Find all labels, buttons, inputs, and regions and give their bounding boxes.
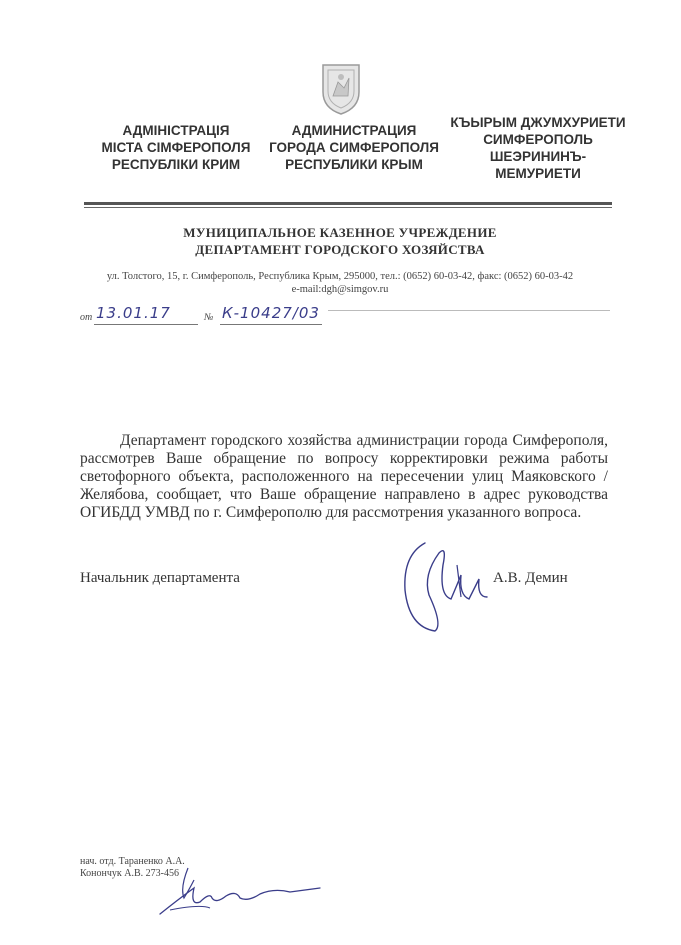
executor-line: нач. отд. Тараненко А.А. [80,856,185,867]
number-label: № [204,312,214,323]
date-value: 13.01.17 [96,304,171,322]
header-ukrainian [88,122,264,173]
number-underline [220,324,322,325]
organization-contacts [80,270,600,296]
header-russian [256,122,452,173]
organization-email: e-mail:dgh@simgov.ru [291,284,389,295]
header-line: МЕМУРИЕТИ [495,166,581,181]
organization-line: МУНИЦИПАЛЬНОЕ КАЗЕННОЕ УЧРЕЖДЕНИЕ [183,225,497,240]
signatory-name: А.В. Демин [493,570,568,586]
header-line: РЕСПУБЛИКИ КРЫМ [285,157,423,172]
header-crimean-tatar [450,114,626,182]
header-line: АДМІНІСТРАЦІЯ [122,123,230,138]
header-divider-thick [84,202,612,205]
registration-rule [328,310,610,311]
header-line: РЕСПУБЛІКИ КРИМ [111,157,241,172]
registration-line [80,300,610,330]
header-line: КЪЫРЫМ ДЖУМХУРИЕТИ [450,115,626,130]
handwritten-signature [395,535,505,635]
organization-address: ул. Толстого, 15, г. Симферополь, Республика Крым, 295000, тел.: (0652) 60-03-42, факс: (0652) 60-03-42 [106,271,574,282]
handwritten-initials [150,858,350,918]
header-line: АДМИНИСТРАЦИЯ [291,123,417,138]
organization-name [80,224,600,258]
executor-line: Конончук А.В. 273-456 [80,868,179,879]
date-label: от [80,312,93,323]
number-value: К-10427/03 [222,304,320,322]
letter-body: Департамент городского хозяйства администрации города Симферополя, рассмотрев Ваше обращение по вопросу корректировки режима работы светофорного объекта, расположенного на пересечении улиц Маяковского / Желябова, сообщает, что Ваше обращение направлено в адрес руководства ОГИБДД УМВД по г. Симферополю для рассмотрения указанного вопроса. [80,432,608,521]
organization-line: ДЕПАРТАМЕНТ ГОРОДСКОГО ХОЗЯЙСТВА [195,242,485,257]
crimea-coat-of-arms-icon [318,62,364,116]
signatory-title: Начальник департамента [80,570,240,586]
header-line: ШЕЭРИНИНЪ- [489,149,587,164]
header-line: МІСТА СІМФЕРОПОЛЯ [101,140,251,155]
date-underline [94,324,198,325]
header-line: СИМФЕРОПОЛЬ [483,132,593,147]
header-divider-thin [84,207,612,208]
header-line: ГОРОДА СИМФЕРОПОЛЯ [269,140,439,155]
